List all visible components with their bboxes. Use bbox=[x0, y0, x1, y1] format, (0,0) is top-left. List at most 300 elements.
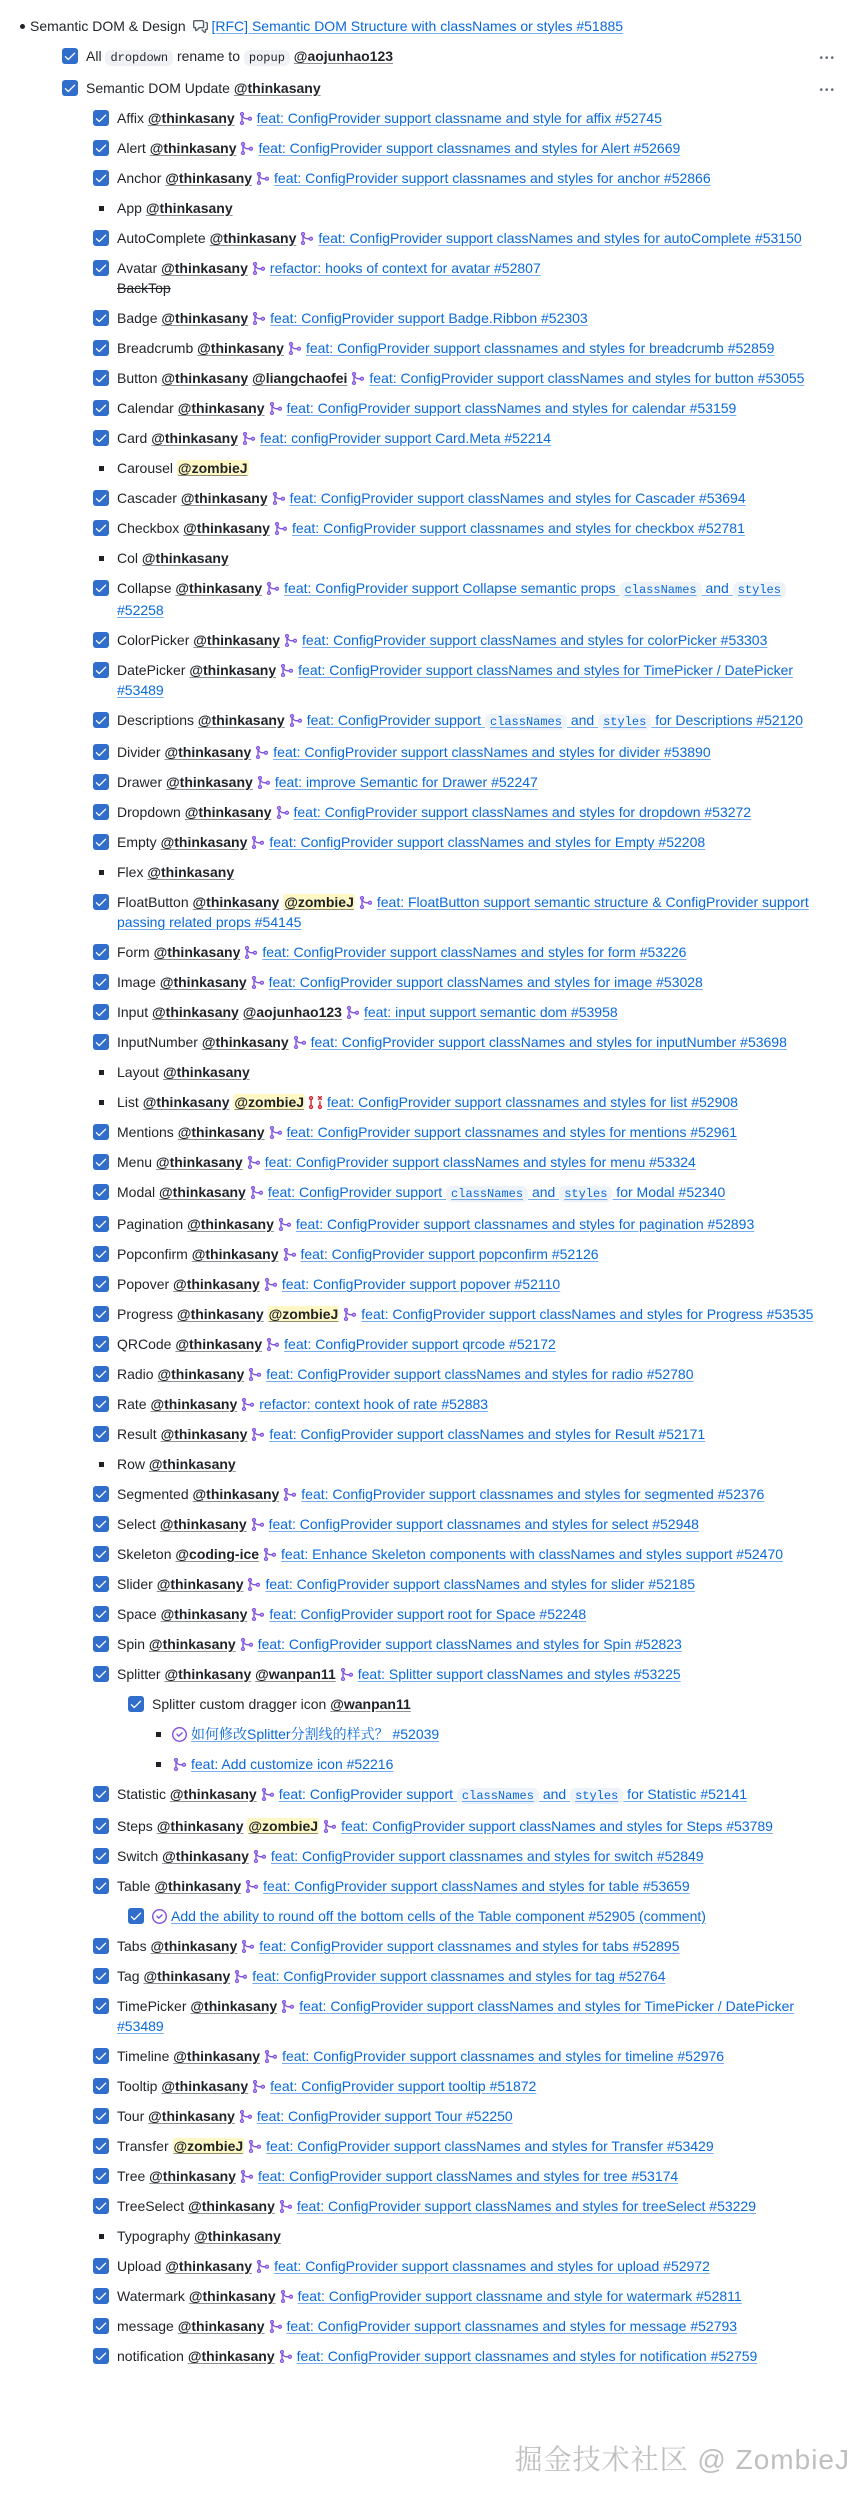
user-mention[interactable]: @aojunhao123 bbox=[293, 48, 394, 64]
user-mention[interactable]: @thinkasany bbox=[173, 2048, 261, 2064]
task-checkbox-checked[interactable] bbox=[93, 340, 109, 356]
task-item bbox=[0, 578, 850, 620]
git-merge-icon bbox=[263, 2049, 278, 2064]
task-checkbox-checked[interactable] bbox=[93, 2138, 109, 2154]
user-mention[interactable]: @thinkasany bbox=[159, 1516, 247, 1532]
user-mention[interactable]: @thinkasany bbox=[161, 370, 249, 386]
task-checkbox-checked[interactable] bbox=[93, 580, 109, 596]
user-mention[interactable]: @thinkasany bbox=[153, 944, 241, 960]
task-item bbox=[0, 2166, 850, 2186]
issue-link[interactable]: 如何修改Splitter分割线的样式？ #52039 bbox=[191, 1726, 440, 1742]
item-content: Transfer @zombieJ feat: ConfigProvider support classNames and styles for Transfer #53429 bbox=[117, 2138, 714, 2154]
task-checkbox-checked[interactable] bbox=[93, 974, 109, 990]
task-checkbox-checked[interactable] bbox=[93, 310, 109, 326]
user-mention[interactable]: @thinkasany bbox=[189, 662, 277, 678]
issue-link[interactable]: feat: Splitter support classNames and styles #53225 bbox=[357, 1666, 681, 1682]
task-checkbox-checked[interactable] bbox=[93, 1216, 109, 1232]
user-mention[interactable]: @thinkasany bbox=[150, 1396, 238, 1412]
item-content: Tree @thinkasany feat: ConfigProvider support classNames and styles for tree #53174 bbox=[117, 2168, 679, 2184]
user-mention[interactable]: @thinkasany bbox=[141, 550, 229, 566]
git-merge-icon bbox=[287, 341, 302, 356]
user-mention[interactable]: @thinkasany bbox=[192, 894, 280, 910]
issue-link[interactable]: feat: ConfigProvider support qrcode #52172 bbox=[284, 1336, 556, 1352]
user-mention[interactable]: @thinkasany bbox=[184, 804, 272, 820]
task-checkbox-checked[interactable] bbox=[93, 1034, 109, 1050]
issue-link[interactable]: feat: ConfigProvider support classNames and styles for calendar #53159 bbox=[286, 400, 737, 416]
check-icon bbox=[129, 1697, 143, 1711]
item-content: Result @thinkasany feat: ConfigProvider support classNames and styles for Result #52171 bbox=[117, 1426, 706, 1442]
check-icon bbox=[94, 2169, 108, 2183]
user-mention[interactable]: @thinkasany bbox=[197, 712, 285, 728]
task-checkbox-checked[interactable] bbox=[93, 774, 109, 790]
user-mention[interactable]: @thinkasany bbox=[173, 1276, 260, 1292]
issue-link[interactable]: feat: ConfigProvider support classnames and styles for mentions #52961 bbox=[286, 1124, 738, 1140]
user-mention[interactable]: @thinkasany bbox=[165, 2258, 253, 2274]
user-mention[interactable]: @liangchaofei bbox=[252, 370, 348, 386]
user-mention[interactable]: @coding-ice bbox=[175, 1546, 260, 1562]
user-mention[interactable]: @thinkasany bbox=[147, 110, 235, 126]
check-icon bbox=[94, 311, 108, 325]
user-mention[interactable]: @thinkasany bbox=[148, 2108, 235, 2124]
task-checkbox-checked[interactable] bbox=[93, 1124, 109, 1140]
git-merge-icon bbox=[241, 431, 256, 446]
issue-link[interactable]: feat: ConfigProvider support popover #52110 bbox=[281, 1276, 561, 1292]
issue-link[interactable]: feat: ConfigProvider support classnames and styles for switch #52849 bbox=[270, 1848, 704, 1864]
task-checkbox-checked[interactable] bbox=[93, 1426, 109, 1442]
item-content: Rate @thinkasany refactor: context hook of rate #52883 bbox=[117, 1396, 489, 1412]
item-content: Select @thinkasany feat: ConfigProvider support classnames and styles for select #52948 bbox=[117, 1516, 699, 1532]
issue-link[interactable]: feat: ConfigProvider support classNames and styles for Descriptions #52120 bbox=[306, 712, 804, 729]
issue-link[interactable]: feat: ConfigProvider support classNames and styles for Transfer #53429 bbox=[266, 2138, 714, 2154]
task-checkbox-checked[interactable] bbox=[93, 632, 109, 648]
task-checkbox-checked[interactable] bbox=[93, 230, 109, 246]
task-checkbox-checked[interactable] bbox=[93, 260, 109, 276]
check-icon bbox=[94, 1397, 108, 1411]
user-mention[interactable]: @zombieJ bbox=[234, 1094, 305, 1110]
user-mention[interactable]: @zombieJ bbox=[248, 1818, 319, 1834]
task-item bbox=[0, 518, 850, 538]
task-item bbox=[0, 2256, 850, 2276]
issue-link[interactable]: feat: ConfigProvider support classNames and styles for divider #53890 bbox=[273, 744, 711, 760]
user-mention[interactable]: @thinkasany bbox=[161, 260, 248, 276]
item-content: AutoComplete @thinkasany feat: ConfigProvider support classNames and styles for autoComplete #53150 bbox=[117, 230, 802, 246]
user-mention[interactable]: @thinkasany bbox=[209, 230, 297, 246]
user-mention[interactable]: @thinkasany bbox=[183, 520, 270, 536]
user-mention[interactable]: @thinkasany bbox=[151, 430, 239, 446]
user-mention[interactable]: @thinkasany bbox=[175, 580, 263, 596]
issue-link[interactable]: feat: ConfigProvider support classNames and styles for treeSelect #53229 bbox=[296, 2198, 757, 2214]
issue-link[interactable]: feat: ConfigProvider support classNames and styles for colorPicker #53303 bbox=[302, 632, 768, 648]
item-content: Switch @thinkasany feat: ConfigProvider support classnames and styles for switch #52849 bbox=[117, 1848, 704, 1864]
user-mention[interactable]: @thinkasany bbox=[145, 200, 233, 216]
check-icon bbox=[94, 401, 108, 415]
task-checkbox-checked[interactable] bbox=[93, 894, 109, 910]
user-mention[interactable]: @thinkasany bbox=[142, 1094, 230, 1110]
user-mention[interactable]: @thinkasany bbox=[175, 1336, 263, 1352]
code-span: dropdown bbox=[105, 50, 173, 66]
user-mention[interactable]: @thinkasany bbox=[161, 2078, 249, 2094]
git-merge-icon bbox=[239, 141, 254, 156]
task-checkbox-checked[interactable] bbox=[93, 1968, 109, 1984]
user-mention[interactable]: @thinkasany bbox=[159, 974, 247, 990]
task-checkbox-checked[interactable] bbox=[93, 400, 109, 416]
item-content: Flex @thinkasany bbox=[117, 864, 235, 880]
user-mention[interactable]: @thinkasany bbox=[160, 1426, 248, 1442]
check-icon bbox=[94, 1547, 108, 1561]
issue-link[interactable]: feat: ConfigProvider support classnames and styles for notification #52759 bbox=[296, 2348, 758, 2364]
issue-link[interactable]: feat: ConfigProvider support classNames and styles for image #53028 bbox=[268, 974, 703, 990]
user-mention[interactable]: @thinkasany bbox=[177, 2318, 265, 2334]
user-mention[interactable]: @thinkasany bbox=[197, 340, 284, 356]
task-checkbox-checked[interactable] bbox=[93, 520, 109, 536]
task-checkbox-checked[interactable] bbox=[93, 140, 109, 156]
check-icon bbox=[94, 2049, 108, 2063]
user-mention[interactable]: @thinkasany bbox=[190, 1998, 278, 2014]
task-checkbox-checked[interactable] bbox=[93, 1666, 109, 1682]
task-checkbox-checked[interactable] bbox=[93, 1938, 109, 1954]
task-checkbox-checked[interactable] bbox=[93, 1154, 109, 1170]
code-span: styles bbox=[598, 714, 651, 730]
user-mention[interactable]: @thinkasany bbox=[187, 1216, 274, 1232]
item-content: TreeSelect @thinkasany feat: ConfigProvider support classNames and styles for treeSelect #53229 bbox=[117, 2198, 757, 2214]
git-merge-icon bbox=[278, 2349, 293, 2364]
git-merge-icon bbox=[279, 2289, 294, 2304]
task-checkbox-checked[interactable] bbox=[93, 1848, 109, 1864]
user-mention[interactable]: @thinkasany bbox=[233, 80, 321, 96]
issue-link[interactable]: feat: ConfigProvider support classNames and styles for Empty #52208 bbox=[269, 834, 706, 850]
code-span: popup bbox=[244, 50, 290, 66]
check-icon bbox=[94, 2319, 108, 2333]
task-checkbox-checked[interactable] bbox=[93, 1786, 109, 1802]
issue-link[interactable]: feat: ConfigProvider support classNames and styles for dropdown #53272 bbox=[293, 804, 752, 820]
user-mention[interactable]: @thinkasany bbox=[188, 2288, 276, 2304]
task-checkbox-checked[interactable] bbox=[93, 804, 109, 820]
task-item bbox=[0, 1244, 850, 1264]
check-icon bbox=[94, 663, 108, 677]
item-content: notification @thinkasany feat: ConfigProvider support classnames and styles for notification #52759 bbox=[117, 2348, 758, 2364]
task-checkbox-checked[interactable] bbox=[93, 1184, 109, 1200]
task-item bbox=[0, 892, 850, 932]
item-content: Dropdown @thinkasany feat: ConfigProvider support classNames and styles for dropdown #53272 bbox=[117, 804, 752, 820]
check-icon bbox=[94, 975, 108, 989]
issue-link[interactable]: feat: ConfigProvider support tooltip #51872 bbox=[270, 2078, 537, 2094]
kebab-menu-icon[interactable]: ••• bbox=[819, 53, 836, 64]
issue-link[interactable]: feat: ConfigProvider support classNames and styles for menu #53324 bbox=[264, 1154, 696, 1170]
user-mention[interactable]: @thinkasany bbox=[154, 1878, 242, 1894]
issue-link[interactable]: feat: ConfigProvider support popconfirm #52126 bbox=[300, 1246, 599, 1262]
user-mention[interactable]: @zombieJ bbox=[177, 460, 248, 476]
git-merge-icon bbox=[251, 311, 266, 326]
user-mention[interactable]: @zombieJ bbox=[268, 1306, 339, 1322]
issue-link[interactable]: feat: ConfigProvider support classnames and styles for segmented #52376 bbox=[301, 1486, 765, 1502]
issue-link[interactable]: feat: improve Semantic for Drawer #52247 bbox=[274, 774, 538, 790]
user-mention[interactable]: @thinkasany bbox=[152, 1004, 239, 1020]
user-mention[interactable]: @thinkasany bbox=[194, 2228, 281, 2244]
check-icon bbox=[94, 2259, 108, 2273]
issue-link[interactable]: feat: configProvider support Card.Meta #52214 bbox=[260, 430, 552, 446]
task-checkbox-checked[interactable] bbox=[93, 1998, 109, 2014]
task-checkbox-checked[interactable] bbox=[93, 2108, 109, 2124]
bullet-marker bbox=[20, 24, 25, 29]
item-content: Timeline @thinkasany feat: ConfigProvider support classnames and styles for timeline #52976 bbox=[117, 2048, 725, 2064]
bullet-marker bbox=[99, 466, 104, 471]
task-checkbox-checked[interactable] bbox=[93, 370, 109, 386]
issue-link[interactable]: Add the ability to round off the bottom cells of the Table component #52905 (comment) bbox=[171, 1908, 706, 1924]
issue-link[interactable]: feat: ConfigProvider support classNames and styles for tree #53174 bbox=[257, 2168, 679, 2184]
git-merge-icon bbox=[238, 2109, 253, 2124]
user-mention[interactable]: @zombieJ bbox=[284, 894, 354, 910]
item-content: Row @thinkasany bbox=[117, 1456, 236, 1472]
bullet-marker bbox=[99, 1100, 104, 1105]
issue-link[interactable]: feat: ConfigProvider support classnames and styles for list #52908 bbox=[327, 1094, 738, 1110]
user-mention[interactable]: @thinkasany bbox=[191, 1246, 279, 1262]
user-mention[interactable]: @aojunhao123 bbox=[242, 1004, 342, 1020]
task-checkbox-checked[interactable] bbox=[93, 2048, 109, 2064]
task-checkbox-checked[interactable] bbox=[62, 48, 78, 64]
check-icon bbox=[94, 1155, 108, 1169]
issue-link[interactable]: feat: ConfigProvider support classnames and styles for tag #52764 bbox=[252, 1968, 666, 1984]
user-mention[interactable]: @thinkasany bbox=[177, 1124, 265, 1140]
task-checkbox-checked[interactable] bbox=[93, 2198, 109, 2214]
git-merge-icon bbox=[279, 663, 294, 678]
issue-link[interactable]: feat: ConfigProvider support classNames and styles for autoComplete #53150 bbox=[318, 230, 802, 246]
user-mention[interactable]: @thinkasany bbox=[143, 1968, 231, 1984]
item-content bbox=[172, 1726, 439, 1742]
task-checkbox-checked[interactable] bbox=[93, 1546, 109, 1562]
task-checkbox-checked[interactable] bbox=[93, 2168, 109, 2184]
issue-link[interactable]: feat: ConfigProvider support classNames and styles for Cascader #53694 bbox=[289, 490, 746, 506]
issue-link[interactable]: feat: ConfigProvider support Collapse semantic props classNames and styles #52258 bbox=[117, 580, 786, 618]
user-mention[interactable]: @thinkasany bbox=[156, 1576, 244, 1592]
task-checkbox-checked[interactable] bbox=[93, 1516, 109, 1532]
item-content: All dropdown rename to popup @aojunhao123 bbox=[86, 48, 394, 65]
item-content: Collapse @thinkasany feat: ConfigProvider support Collapse semantic props classNames and styles #52258 bbox=[117, 580, 786, 618]
task-checkbox-checked[interactable] bbox=[93, 1878, 109, 1894]
issue-link[interactable]: feat: ConfigProvider support classNames and styles for TimePicker / DatePicker #53489 bbox=[117, 1998, 795, 2034]
task-checkbox-checked[interactable] bbox=[93, 1306, 109, 1322]
issue-link[interactable]: feat: ConfigProvider support classNames and styles for Result #52171 bbox=[269, 1426, 706, 1442]
task-checkbox-checked[interactable] bbox=[93, 1636, 109, 1652]
item-content bbox=[152, 1908, 706, 1924]
user-mention[interactable]: @thinkasany bbox=[201, 1034, 289, 1050]
issue-link[interactable]: feat: ConfigProvider support classNames and styles for Progress #53535 bbox=[361, 1306, 814, 1322]
item-content: Tabs @thinkasany feat: ConfigProvider support classnames and styles for tabs #52895 bbox=[117, 1938, 680, 1954]
task-checkbox-checked[interactable] bbox=[93, 2318, 109, 2334]
issue-link[interactable]: feat: ConfigProvider support classNames and styles for inputNumber #53698 bbox=[310, 1034, 787, 1050]
item-content: Statistic @thinkasany feat: ConfigProvider support classNames and styles for Statistic #52141 bbox=[117, 1786, 748, 1803]
task-checkbox-checked[interactable] bbox=[93, 662, 109, 678]
check-icon bbox=[94, 431, 108, 445]
user-mention[interactable]: @thinkasany bbox=[148, 1456, 236, 1472]
issue-link[interactable]: feat: ConfigProvider support classnames and styles for select #52948 bbox=[268, 1516, 699, 1532]
user-mention[interactable]: @thinkasany bbox=[177, 400, 265, 416]
user-mention[interactable]: @thinkasany bbox=[147, 864, 235, 880]
issue-link[interactable]: feat: Enhance Skeleton components with classNames and styles support #52470 bbox=[281, 1546, 784, 1562]
task-checkbox-checked[interactable] bbox=[93, 2078, 109, 2094]
task-checkbox-checked[interactable] bbox=[93, 1336, 109, 1352]
issue-link[interactable]: feat: ConfigProvider support classNames and styles for TimePicker / DatePicker #53489 bbox=[117, 662, 794, 698]
issue-link[interactable]: feat: input support semantic dom #53958 bbox=[363, 1004, 618, 1020]
user-mention[interactable]: @thinkasany bbox=[159, 1184, 246, 1200]
item-content: Layout @thinkasany bbox=[117, 1064, 250, 1080]
issue-link[interactable]: feat: ConfigProvider support classnames and styles for tabs #52895 bbox=[259, 1938, 680, 1954]
git-merge-icon bbox=[250, 1607, 265, 1622]
user-mention[interactable]: @thinkasany bbox=[165, 170, 253, 186]
task-checkbox-checked[interactable] bbox=[93, 1246, 109, 1262]
issue-link[interactable]: refactor: context hook of rate #52883 bbox=[259, 1396, 489, 1412]
git-merge-icon bbox=[250, 975, 265, 990]
check-icon bbox=[94, 2289, 108, 2303]
check-icon bbox=[94, 895, 108, 909]
check-icon bbox=[94, 521, 108, 535]
item-content: InputNumber @thinkasany feat: ConfigProvider support classNames and styles for inputNumber #53698 bbox=[117, 1034, 787, 1050]
git-merge-icon bbox=[252, 1849, 267, 1864]
check-icon bbox=[94, 1185, 108, 1199]
task-item bbox=[0, 1876, 850, 1896]
task-checkbox-checked[interactable] bbox=[93, 430, 109, 446]
git-merge-icon bbox=[275, 805, 290, 820]
user-mention[interactable]: @thinkasany bbox=[156, 1818, 244, 1834]
user-mention[interactable]: @wanpan11 bbox=[330, 1696, 411, 1712]
bullet-marker bbox=[99, 1462, 104, 1467]
issue-link[interactable]: feat: ConfigProvider support classnames and styles for timeline #52976 bbox=[282, 2048, 725, 2064]
user-mention[interactable]: @thinkasany bbox=[148, 1636, 236, 1652]
task-checkbox-checked[interactable] bbox=[93, 2288, 109, 2304]
user-mention[interactable]: @thinkasany bbox=[176, 1306, 264, 1322]
git-merge-icon bbox=[268, 2319, 283, 2334]
issue-link[interactable]: feat: ConfigProvider support classname and style for watermark #52811 bbox=[297, 2288, 742, 2304]
issue-link[interactable]: feat: ConfigProvider support classNames and styles for Steps #53789 bbox=[341, 1818, 773, 1834]
user-mention[interactable]: @wanpan11 bbox=[255, 1666, 336, 1682]
kebab-menu-icon[interactable]: ••• bbox=[819, 85, 836, 96]
git-merge-icon bbox=[283, 633, 298, 648]
task-checkbox-checked[interactable] bbox=[93, 2258, 109, 2274]
user-mention[interactable]: @thinkasany bbox=[169, 1786, 257, 1802]
user-mention[interactable]: @thinkasany bbox=[164, 1666, 252, 1682]
task-checkbox-checked[interactable] bbox=[93, 110, 109, 126]
issue-link[interactable]: feat: ConfigProvider support classNames and styles for Modal #52340 bbox=[267, 1184, 726, 1201]
user-mention[interactable]: @thinkasany bbox=[192, 1486, 280, 1502]
user-mention[interactable]: @thinkasany bbox=[188, 2198, 275, 2214]
user-mention[interactable]: @thinkasany bbox=[160, 1606, 248, 1622]
issue-link[interactable]: feat: ConfigProvider support Badge.Ribbon #52303 bbox=[270, 310, 588, 326]
issue-link[interactable]: feat: ConfigProvider support classname and style for affix #52745 bbox=[256, 110, 662, 126]
issue-link[interactable]: feat: ConfigProvider support root for Space #52248 bbox=[269, 1606, 587, 1622]
task-checkbox-checked[interactable] bbox=[93, 712, 109, 728]
strikethrough-text: BackTop bbox=[117, 280, 171, 296]
issue-link[interactable]: feat: ConfigProvider support classnames and styles for breadcrumb #52859 bbox=[305, 340, 775, 356]
user-mention[interactable]: @thinkasany bbox=[166, 774, 253, 790]
issue-link[interactable]: feat: ConfigProvider support classNames and styles for form #53226 bbox=[262, 944, 687, 960]
check-icon bbox=[94, 141, 108, 155]
user-mention[interactable]: @zombieJ bbox=[173, 2138, 244, 2154]
item-content: Semantic DOM Update @thinkasany bbox=[86, 80, 321, 96]
item-content: Button @thinkasany @liangchaofei feat: ConfigProvider support classNames and styles for button #53055 bbox=[117, 370, 805, 386]
user-mention[interactable]: @thinkasany bbox=[157, 1366, 245, 1382]
issue-link[interactable]: feat: ConfigProvider support classnames and styles for anchor #52866 bbox=[274, 170, 711, 186]
issue-link[interactable]: feat: ConfigProvider support classNames and styles for Spin #52823 bbox=[257, 1636, 682, 1652]
task-checkbox-checked[interactable] bbox=[93, 1486, 109, 1502]
list-item bbox=[0, 458, 850, 478]
task-checkbox-checked[interactable] bbox=[93, 1004, 109, 1020]
task-checkbox-checked[interactable] bbox=[93, 170, 109, 186]
task-checkbox-checked[interactable] bbox=[93, 1818, 109, 1834]
user-mention[interactable]: @thinkasany bbox=[162, 1064, 250, 1080]
git-merge-icon bbox=[345, 1005, 360, 1020]
check-icon bbox=[94, 1787, 108, 1801]
issue-link[interactable]: feat: ConfigProvider support classnames and styles for pagination #52893 bbox=[295, 1216, 755, 1232]
issue-link[interactable]: feat: ConfigProvider support classnames and styles for Alert #52669 bbox=[258, 140, 681, 156]
user-mention[interactable]: @thinkasany bbox=[180, 490, 268, 506]
task-checkbox-checked[interactable] bbox=[93, 1576, 109, 1592]
user-mention[interactable]: @thinkasany bbox=[150, 1938, 238, 1954]
issue-link[interactable]: feat: ConfigProvider support classNames and styles for button #53055 bbox=[369, 370, 805, 386]
check-icon bbox=[129, 1909, 143, 1923]
item-content: Steps @thinkasany @zombieJ feat: ConfigProvider support classNames and styles for Steps #53789 bbox=[117, 1818, 773, 1834]
issue-link[interactable]: feat: Add customize icon #52216 bbox=[191, 1756, 394, 1772]
item-content: Popconfirm @thinkasany feat: ConfigProvider support popconfirm #52126 bbox=[117, 1246, 599, 1262]
issue-link[interactable]: feat: ConfigProvider support classnames and styles for checkbox #52781 bbox=[291, 520, 745, 536]
issue-link[interactable]: feat: ConfigProvider support classNames and styles for table #53659 bbox=[263, 1878, 690, 1894]
watermark: 掘金技术社区 @ ZombieJ bbox=[514, 2444, 850, 2475]
task-checkbox-checked[interactable] bbox=[128, 1696, 144, 1712]
task-checkbox-checked[interactable] bbox=[93, 1366, 109, 1382]
item-content: Modal @thinkasany feat: ConfigProvider support classNames and styles for Modal #52340 bbox=[117, 1184, 726, 1201]
user-mention[interactable]: @thinkasany bbox=[164, 744, 252, 760]
user-mention[interactable]: @thinkasany bbox=[160, 834, 248, 850]
task-checkbox-checked[interactable] bbox=[93, 944, 109, 960]
item-content: Splitter @thinkasany @wanpan11 feat: Splitter support classNames and styles #53225 bbox=[117, 1666, 681, 1682]
task-checkbox-checked[interactable] bbox=[93, 834, 109, 850]
task-checkbox-checked[interactable] bbox=[93, 744, 109, 760]
issue-link[interactable]: feat: FloatButton support semantic structure & ConfigProvider support passing related props #54145 bbox=[117, 894, 809, 930]
issue-link[interactable]: feat: ConfigProvider support classNames and styles for Statistic #52141 bbox=[278, 1786, 748, 1803]
check-icon bbox=[94, 745, 108, 759]
task-checkbox-checked[interactable] bbox=[93, 490, 109, 506]
task-checkbox-checked[interactable] bbox=[93, 1606, 109, 1622]
user-mention[interactable]: @thinkasany bbox=[161, 310, 249, 326]
user-mention[interactable]: @thinkasany bbox=[149, 2168, 236, 2184]
check-icon bbox=[63, 81, 77, 95]
user-mention[interactable]: @thinkasany bbox=[162, 1848, 249, 1864]
item-content: Descriptions @thinkasany feat: ConfigProvider support classNames and styles for Descriptions #52120 bbox=[117, 712, 804, 729]
task-checkbox-checked[interactable] bbox=[128, 1908, 144, 1924]
task-checkbox-checked[interactable] bbox=[93, 1396, 109, 1412]
bullet-marker bbox=[99, 556, 104, 561]
task-checkbox-checked[interactable] bbox=[93, 1276, 109, 1292]
task-checkbox-checked[interactable] bbox=[62, 80, 78, 96]
check-icon bbox=[94, 2079, 108, 2093]
issue-link[interactable]: feat: ConfigProvider support Tour #52250 bbox=[256, 2108, 513, 2124]
code-span: classNames bbox=[457, 1788, 539, 1804]
user-mention[interactable]: @thinkasany bbox=[187, 2348, 275, 2364]
issue-link[interactable]: feat: ConfigProvider support classnames and styles for upload #52972 bbox=[274, 2258, 710, 2274]
issue-link[interactable]: [RFC] Semantic DOM Structure with classNames or styles #51885 bbox=[211, 18, 624, 34]
user-mention[interactable]: @thinkasany bbox=[193, 632, 281, 648]
list-item bbox=[0, 2226, 850, 2246]
item-content: Col @thinkasany bbox=[117, 550, 229, 566]
git-merge-icon bbox=[288, 713, 303, 728]
task-item bbox=[0, 2286, 850, 2306]
user-mention[interactable]: @thinkasany bbox=[155, 1154, 243, 1170]
issue-link[interactable]: feat: ConfigProvider support classNames and styles for slider #52185 bbox=[265, 1576, 696, 1592]
issue-link[interactable]: feat: ConfigProvider support classNames and styles for radio #52780 bbox=[266, 1366, 694, 1382]
issue-link[interactable]: refactor: hooks of context for avatar #52807 bbox=[269, 260, 541, 276]
task-checkbox-checked[interactable] bbox=[93, 2348, 109, 2364]
user-mention[interactable]: @thinkasany bbox=[149, 140, 237, 156]
task-item bbox=[0, 368, 850, 388]
issue-link[interactable]: feat: ConfigProvider support classnames and styles for message #52793 bbox=[286, 2318, 738, 2334]
